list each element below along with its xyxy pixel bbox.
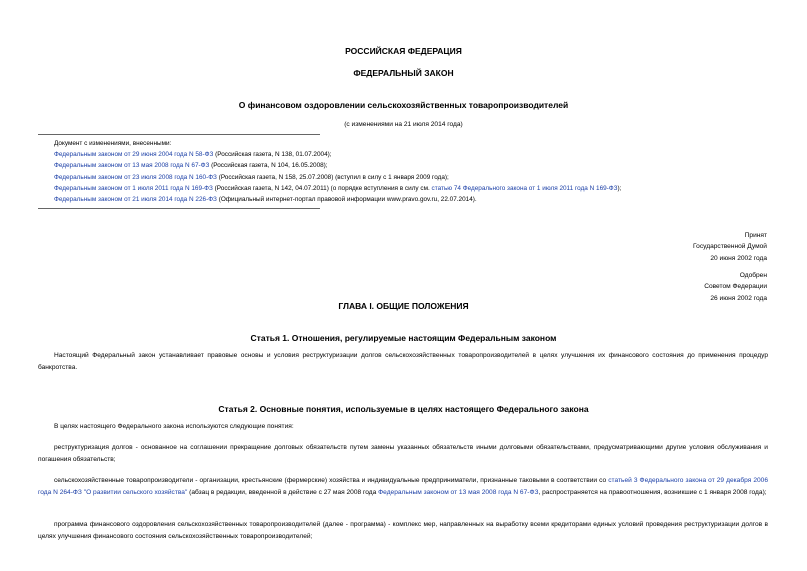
country-heading: РОССИЙСКАЯ ФЕДЕРАЦИЯ — [345, 46, 462, 56]
amendment-link[interactable]: Федеральным законом от 23 июля 2008 года N 160-ФЗ — [54, 173, 217, 181]
amendment-item — [54, 194, 794, 205]
definition-restructuring-text: реструктуризация долгов - основанное на соглашении прекращение долговых обязательств путем замены указанных обязательств иными долговыми обязательствами, предусматривающими другие условия обслуживания и погашения обязательств; — [38, 444, 768, 463]
law-67-link[interactable]: Федеральным законом от 13 мая 2008 года N 67-ФЗ — [378, 488, 539, 496]
adoption-duma-date: 20 июня 2002 года — [710, 254, 767, 262]
amendment-item — [54, 172, 794, 183]
amendment-item — [54, 160, 794, 171]
amendments-list — [54, 138, 794, 205]
article-1-text — [38, 350, 768, 373]
article-2-title: Статья 2. Основные понятия, используемые в целях настоящего Федерального закона — [218, 404, 589, 414]
amendment-source-end: ); — [617, 184, 622, 192]
definition-restructuring — [38, 442, 768, 465]
adoption-duma-name: Государственной Думой — [693, 243, 767, 251]
amendments-intro: Документ с изменениями, внесенными: — [54, 140, 172, 147]
article-2-intro — [38, 421, 768, 433]
amendment-source: (Российская газета, N 158, 25.07.2008) (вступил в силу с 1 января 2009 года); — [216, 173, 449, 181]
divider-top — [38, 134, 320, 135]
definition-producers-text: сельскохозяйственные товаропроизводители - организации, крестьянские (фермерские) хозяйства и индивидуальные предприниматели, признанные таковыми в соответствии со — [54, 477, 609, 484]
divider-bottom — [38, 208, 320, 209]
edition-note: (с изменениями на 21 июля 2014 года) — [344, 121, 463, 128]
amendment-source: (Российская газета, N 142, 04.07.2011) (о порядке вступления в силу см. — [212, 184, 432, 192]
amendment-source: (Российская газета, N 104, 16.05.2008); — [209, 162, 328, 170]
amendment-link[interactable]: Федеральным законом от 21 июля 2014 года N 226-ФЗ — [54, 196, 217, 204]
amendment-link-article[interactable]: статью 74 Федерального закона от 1 июля 2011 года N 169-ФЗ — [431, 184, 618, 192]
amendment-link[interactable]: Федеральным законом от 13 мая 2008 года N 67-ФЗ — [54, 162, 210, 170]
adoption-federation-council — [704, 270, 767, 304]
chapter-heading: ГЛАВА I. ОБЩИЕ ПОЛОЖЕНИЯ — [338, 301, 469, 311]
amendment-source: (Официальный интернет-портал правовой информации www.pravo.gov.ru, 22.07.2014). — [216, 196, 477, 204]
amendment-link[interactable]: Федеральным законом от 29 июня 2004 года N 58-ФЗ — [54, 151, 214, 159]
amendment-source: (Российская газета, N 138, 01.07.2004); — [213, 151, 332, 159]
adoption-duma — [693, 230, 767, 264]
adoption-council-date: 26 июня 2002 года — [710, 294, 767, 302]
article-3-link[interactable]: статьей 3 Федерального закона от 29 декабря 2006 года N 264-ФЗ "О развитии сельского хозяйства" — [38, 477, 768, 496]
amendment-link[interactable]: Федеральным законом от 1 июля 2011 года N 169-ФЗ — [54, 184, 213, 192]
amendment-item — [54, 183, 794, 194]
definition-program-text: программа финансового оздоровления сельскохозяйственных товаропроизводителей (далее - программа) - комплекс мер, направленных на выработку всеми кредиторами единых условий проведения реструктуризации долгов в целях улучшения финансового состояния сельскохозяйственных товаропроизводителей; — [38, 521, 768, 540]
article-2-intro-text: В целях настоящего Федерального закона используются следующие понятия: — [54, 423, 294, 430]
law-type-heading: ФЕДЕРАЛЬНЫЙ ЗАКОН — [353, 68, 454, 78]
amendment-item — [54, 149, 794, 160]
definition-program — [38, 519, 768, 542]
article-1-body: Настоящий Федеральный закон устанавливает правовые основы и условия реструктуризации долгов сельскохозяйственных товаропроизводителей в целях улучшения их финансового состояния до применения процедур банкротства. — [38, 352, 768, 371]
law-title: О финансовом оздоровлении сельскохозяйственных товаропроизводителей — [238, 100, 569, 110]
article-1-title: Статья 1. Отношения, регулируемые настоящим Федеральным законом — [250, 333, 557, 343]
definition-producers-note-end: , распространяется на правоотношения, возникшие с 1 января 2008 года); — [538, 488, 767, 496]
adoption-accepted: Принят — [744, 232, 767, 239]
adoption-approved: Одобрен — [739, 272, 767, 279]
adoption-council-name: Советом Федерации — [704, 283, 767, 291]
definition-producers — [38, 475, 768, 498]
definition-producers-note: (абзац в редакции, введенной в действие с 27 мая 2008 года — [187, 488, 379, 496]
